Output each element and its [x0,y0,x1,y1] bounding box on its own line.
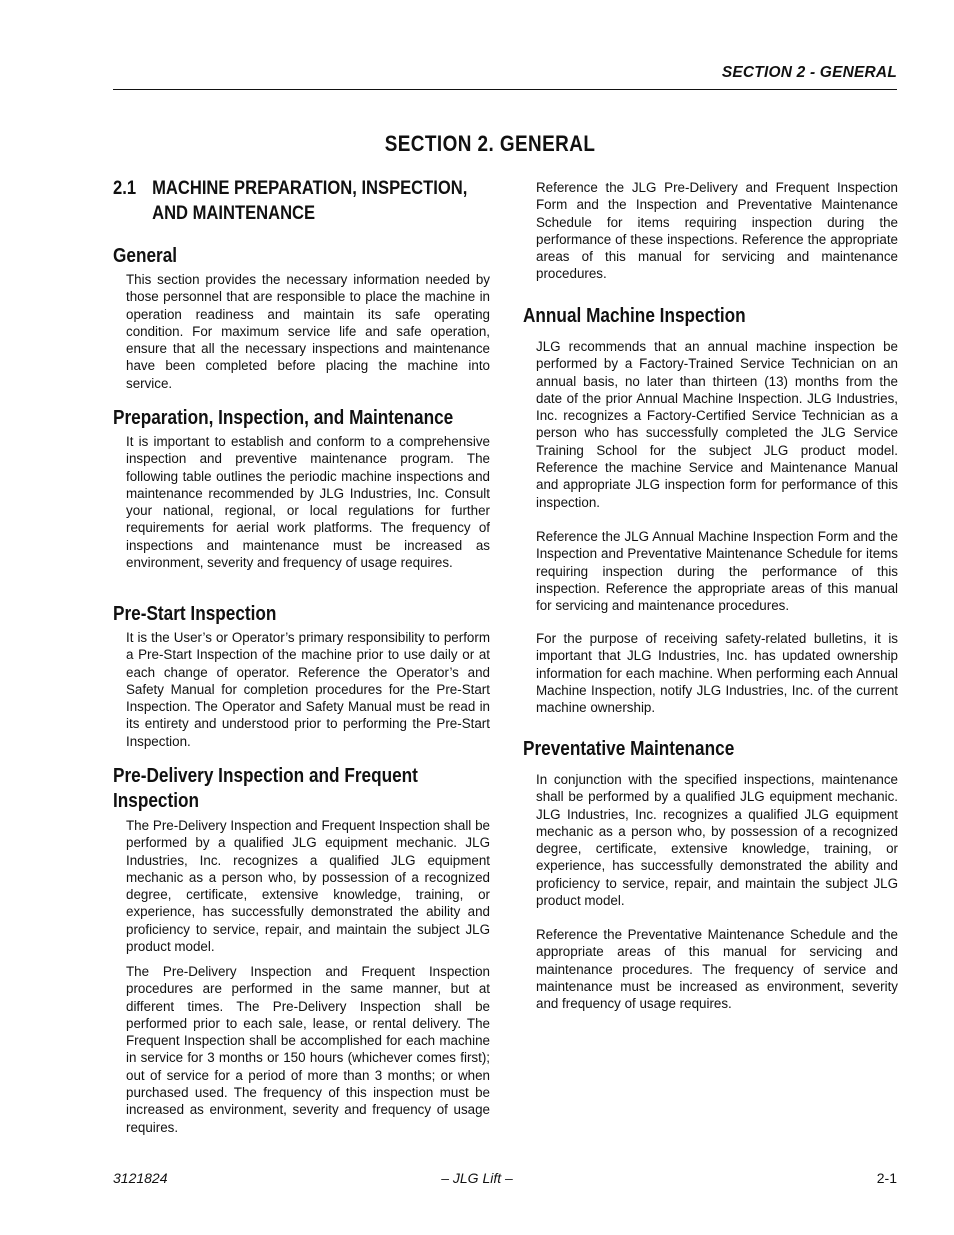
subsection-number: 2.1 [113,177,137,199]
annual-paragraph-1: JLG recommends that an annual machine inspection be performed by a Factory-Trained Service Technician on an annual basis, no later than thirteen (13) months from the date of the prior Annual Machine Inspection. JLG Industries, Inc. recognizes a Factory-Certified Service Technician as a person who has successfully completed the JLG Service Training School for the subject JLG product model. Reference the machine Service and Maintenance Manual and appropriate JLG inspection form for performance of this inspection. [536,339,898,510]
prevent-paragraph-1: In conjunction with the specified inspections, maintenance shall be performed by a qualified JLG equipment mechanic. JLG Industries, Inc. recognizes a qualified JLG equipment mechanic as a person who, by possession of a recognized degree, certificate, extensive knowledge, training, or experience, has successfully demonstrated the ability and proficiency to service, repair, and maintain the subject JLG product model. [536,772,898,909]
subsection-title-line1: MACHINE PREPARATION, INSPECTION, [152,177,468,199]
annual-heading: Annual Machine Inspection [523,305,746,327]
reference-paragraph: Reference the JLG Pre-Delivery and Frequent Inspection Form and the Inspection and Preventative Maintenance Schedule for items requiring inspection during the performance of these inspections. Reference the appropriate areas of this manual for servicing and maintenance procedures. [536,180,898,282]
prep-heading: Preparation, Inspection, and Maintenance [113,407,454,429]
section-title: SECTION 2. GENERAL [384,131,596,156]
prestart-paragraph: It is the User’s or Operator’s primary responsibility to perform a Pre-Start Inspection of the machine prior to use daily or at each change of operator. Reference the Operator’s and Safety Manual for completion procedures for the Pre-Start Inspection. The Operator and Safety Manual must be read in its entirety and understood prior to performing the Pre-Start Inspection. [126,630,490,749]
running-header: SECTION 2 - GENERAL [721,64,897,81]
predelivery-heading-line1: Pre-Delivery Inspection and Frequent [113,765,418,787]
doc-number: 3121824 [113,1170,168,1186]
subsection-heading [113,176,467,226]
prevent-heading: Preventative Maintenance [523,738,735,760]
subsection-title-line2: AND MAINTENANCE [152,202,316,224]
annual-paragraph-2: Reference the JLG Annual Machine Inspection Form and the Inspection and Preventative Maintenance Schedule for items requiring inspection during the performance of this inspection. Reference the appropriate areas of this manual for servicing and maintenance procedures. [536,529,898,614]
footer-title: – JLG Lift – [441,1170,513,1186]
prep-paragraph: It is important to establish and conform to a comprehensive inspection and preventive maintenance program. The following table outlines the periodic machine inspections and maintenance recommended by JLG Industries, Inc. Consult your national, regional, or local regulations for further requirements for aerial work platforms. The frequency of inspections and maintenance must be increased as environment, severity and frequency of usage requires. [126,434,490,571]
general-heading: General [113,245,178,267]
predelivery-heading-line2: Inspection [113,790,200,812]
prestart-heading: Pre-Start Inspection [113,603,277,625]
prevent-paragraph-2: Reference the Preventative Maintenance Schedule and the appropriate areas of this manual for servicing and maintenance procedures. The frequency of service and maintenance must be increased as environment, severity and frequency of usage requires. [536,927,898,1012]
predelivery-paragraph-1: The Pre-Delivery Inspection and Frequent Inspection shall be performed by a qualified JLG equipment mechanic. JLG Industries, Inc. recognizes a qualified JLG equipment mechanic as a person who, by possession of a recognized degree, certificate, extensive knowledge, training, or experience, has successfully demonstrated the ability and proficiency to service, repair, and maintain the subject JLG product model. [126,818,490,955]
predelivery-paragraph-2: The Pre-Delivery Inspection and Frequent Inspection procedures are performed in the same manner, but at different times. The Pre-Delivery Inspection shall be performed prior to each sale, lease, or rental delivery. The Frequent Inspection shall be accomplished for each machine in service for 3 months or 150 hours (whichever comes first); out of service for a period of more than 3 months; or when purchased used. The frequency of this inspection must be increased as environment, severity and frequency of usage requires. [126,964,490,1135]
page-number: 2-1 [876,1170,897,1186]
annual-paragraph-3: For the purpose of receiving safety-related bulletins, it is important that JLG Industries, Inc. has updated ownership information for each machine. When performing each Annual Machine Inspection, notify JLG Industries, Inc. of the current machine ownership. [536,631,898,716]
header-divider [113,89,897,90]
general-paragraph: This section provides the necessary information needed by those personnel that are responsible to place the machine in operation readiness and maintain its safe operating condition. For maximum service life and safe operation, ensure that all the necessary inspections and maintenance have been completed before placing the machine into service. [126,272,490,391]
predelivery-heading [113,764,418,814]
